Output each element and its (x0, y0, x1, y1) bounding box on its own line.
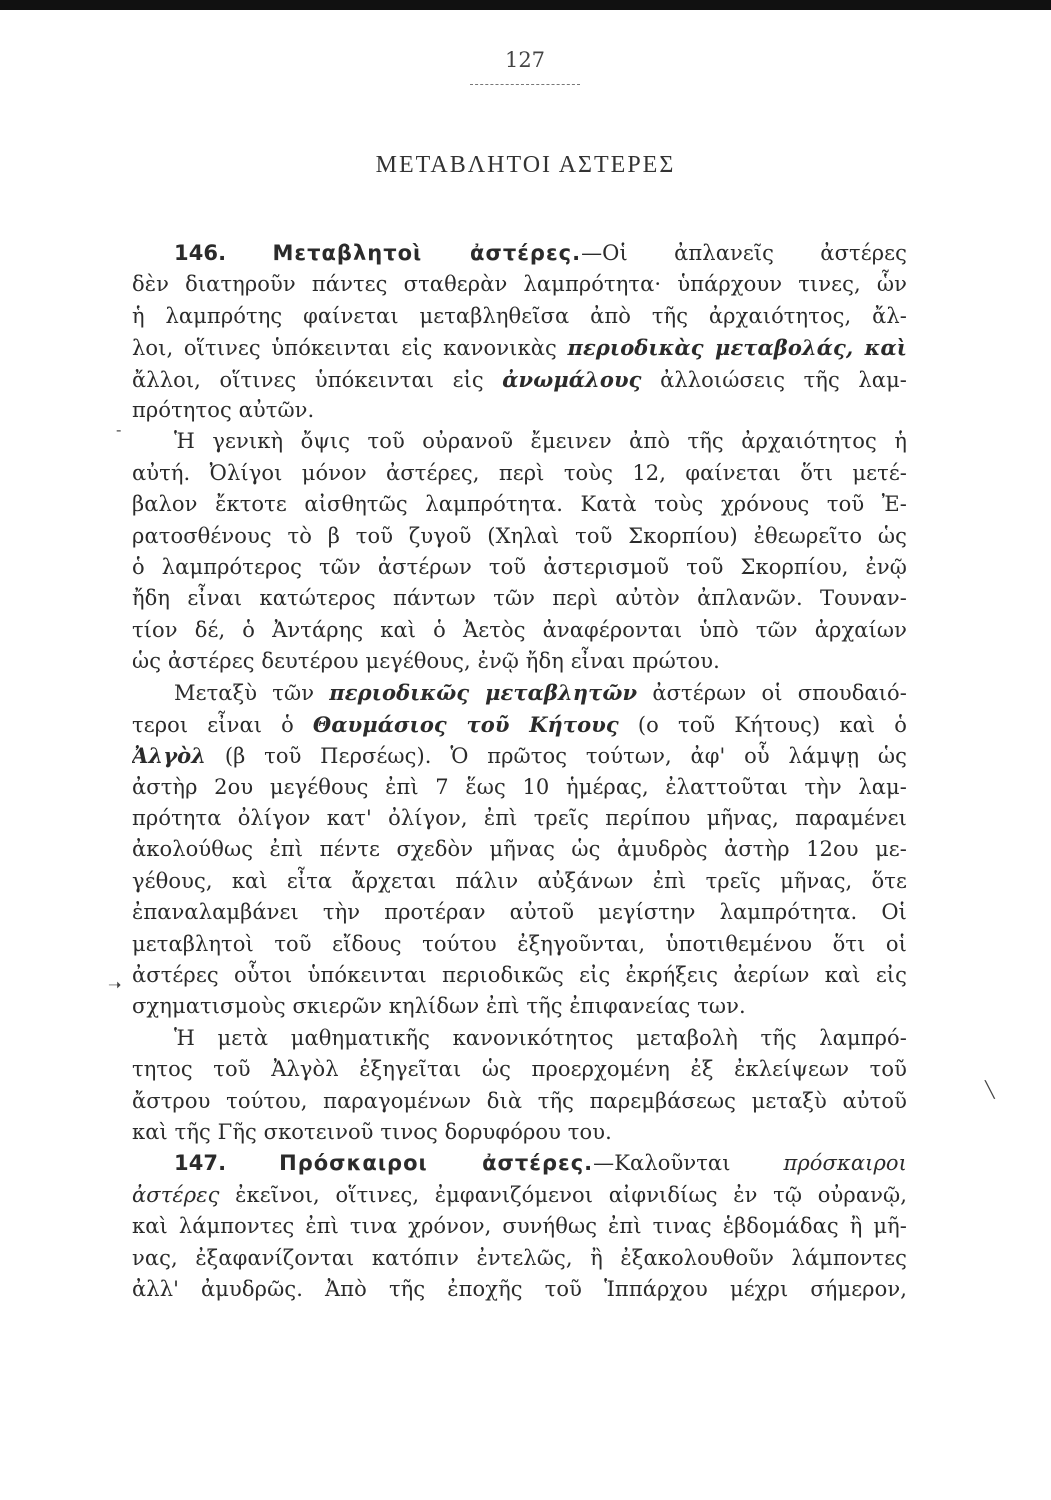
paragraph-line: ἀστέρες ἐκεῖνοι, οἵτινες, ἐμφανιζόμενοι αἰφνιδίως ἐν τῷ οὐρανῷ, (132, 1182, 907, 1207)
section-number: 147. (174, 1151, 227, 1176)
paragraph-line: ἀλλ' ἀμυδρῶς. Ἀπὸ τῆς ἐποχῆς τοῦ Ἱππάρχου μέχρι σήμερον, (132, 1276, 907, 1301)
page-number-rule (470, 84, 580, 85)
paragraph-line: τίον δέ, ὁ Ἀντάρης καὶ ὁ Ἀετὸς ἀναφέρονται ὑπὸ τῶν ἀρχαίων (132, 617, 907, 642)
section-heading: Πρόσκαιροι ἀστέρες. (279, 1151, 594, 1176)
paragraph-line: λοι, οἵτινες ὑπόκεινται εἰς κανονικὰς περιοδικὰς μεταβολάς, καὶ (132, 335, 907, 361)
paragraph-line: ἡ λαμπρότης φαίνεται μεταβληθεῖσα ἀπὸ τῆς ἀρχαιότητος, ἄλ- (132, 303, 907, 328)
paragraph-line: δὲν διατηροῦν πάντες σταθερὰν λαμπρότητα· ὑπάρχουν τινες, ὧν (132, 272, 907, 297)
paragraph-line: ἄστρου τούτου, παραγομένων διὰ τῆς παρεμβάσεως μεταξὺ αὐτοῦ (132, 1088, 907, 1113)
paragraph-line: ὡς ἀστέρες δευτέρου μεγέθους, ἐνῷ ἤδη εἶναι πρώτου. (132, 649, 720, 674)
section-number: 146. (174, 241, 227, 265)
paragraph-line: μεταβλητοὶ τοῦ εἴδους τούτου ἐξηγοῦνται, ὑποτιθεμένου ὅτι οἱ (132, 931, 907, 956)
paragraph-line: τητος τοῦ Ἀλγὸλ ἐξηγεῖται ὡς προερχομένη ἐξ ἐκλείψεων τοῦ (132, 1057, 907, 1082)
paragraph-line: ἀκολούθως ἐπὶ πέντε σχεδὸν μῆνας ὡς ἀμυδρὸς ἀστὴρ 12ου με- (132, 837, 907, 862)
margin-mark-icon: ‑ (116, 420, 122, 439)
paragraph-line: Ἡ μετὰ μαθηματικῆς κανονικότητος μεταβολὴ τῆς λαμπρό- (174, 1025, 907, 1050)
emphasis-text: Ἀλγὸλ (132, 743, 207, 769)
chapter-title: ΜΕΤΑΒΛΗΤΟΙ ΑΣΤΕΡΕΣ (375, 152, 676, 178)
paragraph-line: ἀστὴρ 2ου μεγέθους ἐπὶ 7 ἕως 10 ἡμέρας, ἐλαττοῦται τὴν λαμ- (132, 774, 907, 799)
page-number: 127 (504, 48, 546, 72)
paragraph-line: τεροι εἶναι ὁ Θαυμάσιος τοῦ Κήτους (ο τοῦ Κήτους) καὶ ὁ (132, 711, 907, 737)
paragraph-line: βαλον ἔκτοτε αἰσθητῶς λαμπρότητα. Κατὰ τοὺς χρόνους τοῦ Ἐ- (132, 492, 907, 517)
paragraph-line: ἤδη εἶναι κατώτερος πάντων τῶν περὶ αὐτὸν ἀπλανῶν. Τουναν- (132, 586, 907, 611)
paragraph-line: γέθους, καὶ εἶτα ἄρχεται πάλιν αὐξάνων ἐπὶ τρεῖς μῆνας, ὅτε (132, 868, 907, 893)
paragraph-line: ἄλλοι, οἵτινες ὑπόκεινται εἰς ἀνωμάλους ἀλλοιώσεις τῆς λαμ- (132, 366, 907, 392)
paragraph-line: καὶ τῆς Γῆς σκοτεινοῦ τινος δορυφόρου του. (132, 1119, 612, 1144)
emphasis-text: ἀνωμάλους (502, 366, 642, 392)
paragraph-line: ὁ λαμπρότερος τῶν ἀστέρων τοῦ ἀστερισμοῦ τοῦ Σκορπίου, ἐνῷ (132, 554, 907, 579)
paragraph-line: 147. Πρόσκαιροι ἀστέρες.—Καλοῦνται πρόσκαιροι (174, 1151, 907, 1176)
paragraph-line: Μεταξὺ τῶν περιοδικῶς μεταβλητῶν ἀστέρων οἱ σπουδαιό- (174, 680, 907, 706)
paragraph-line: ρατοσθένους τὸ β τοῦ ζυγοῦ (Χηλαὶ τοῦ Σκορπίου) ἐθεωρεῖτο ὡς (132, 523, 907, 548)
paragraph-line: ἀστέρες οὗτοι ὑπόκεινται περιοδικῶς εἰς ἐκρήξεις ἀερίων καὶ εἰς (132, 962, 907, 987)
section-heading: Μεταβλητοὶ ἀστέρες. (272, 241, 582, 265)
paragraph-line: Ἡ γενικὴ ὄψις τοῦ οὐρανοῦ ἔμεινεν ἀπὸ τῆς ἀρχαιότητος ἡ (174, 429, 907, 454)
paragraph-line: σχηματισμοὺς σκιερῶν κηλίδων ἐπὶ τῆς ἐπιφανείας των. (132, 994, 746, 1019)
paragraph-line: νας, ἐξαφανίζονται κατόπιν ἐντελῶς, ἢ ἐξακολουθοῦν λάμποντες (132, 1245, 907, 1270)
emphasis-text: περιοδικῶς μεταβλητῶν (329, 680, 638, 706)
emphasis-text: πρόσκαιροι (783, 1151, 907, 1176)
paragraph-line: αὐτή. Ὀλίγοι μόνον ἀστέρες, περὶ τοὺς 12, φαίνεται ὅτι μετέ- (132, 460, 907, 485)
emphasis-text: ἀστέρες (132, 1182, 220, 1207)
paragraph-line: ἐπαναλαμβάνει τὴν προτέραν αὐτοῦ μεγίστην λαμπρότητα. Οἱ (132, 900, 907, 925)
paragraph-line: καὶ λάμποντες ἐπὶ τινα χρόνον, συνήθως ἐπὶ τινας ἑβδομάδας ἢ μῆ- (132, 1214, 907, 1239)
margin-arrow-icon: ➝ (108, 975, 122, 994)
paragraph-line: Ἀλγὸλ (β τοῦ Περσέως). Ὁ πρῶτος τούτων, ἀφ' οὗ λάμψῃ ὡς (132, 743, 907, 769)
paragraph-line: 146. Μεταβλητοὶ ἀστέρες.—Οἱ ἀπλανεῖς ἀστέρες (174, 241, 907, 265)
emphasis-text: Θαυμάσιος τοῦ Κήτους (312, 711, 619, 737)
body-text (132, 238, 907, 1305)
paragraph-line: πρότητος αὐτῶν. (132, 397, 315, 422)
margin-tick-icon: ╲ (985, 1080, 995, 1099)
emphasis-text: περιοδικὰς (567, 335, 704, 361)
paragraph-line: πρότητα ὀλίγον κατ' ὀλίγον, ἐπὶ τρεῖς περίπου μῆνας, παραμένει (132, 806, 907, 831)
